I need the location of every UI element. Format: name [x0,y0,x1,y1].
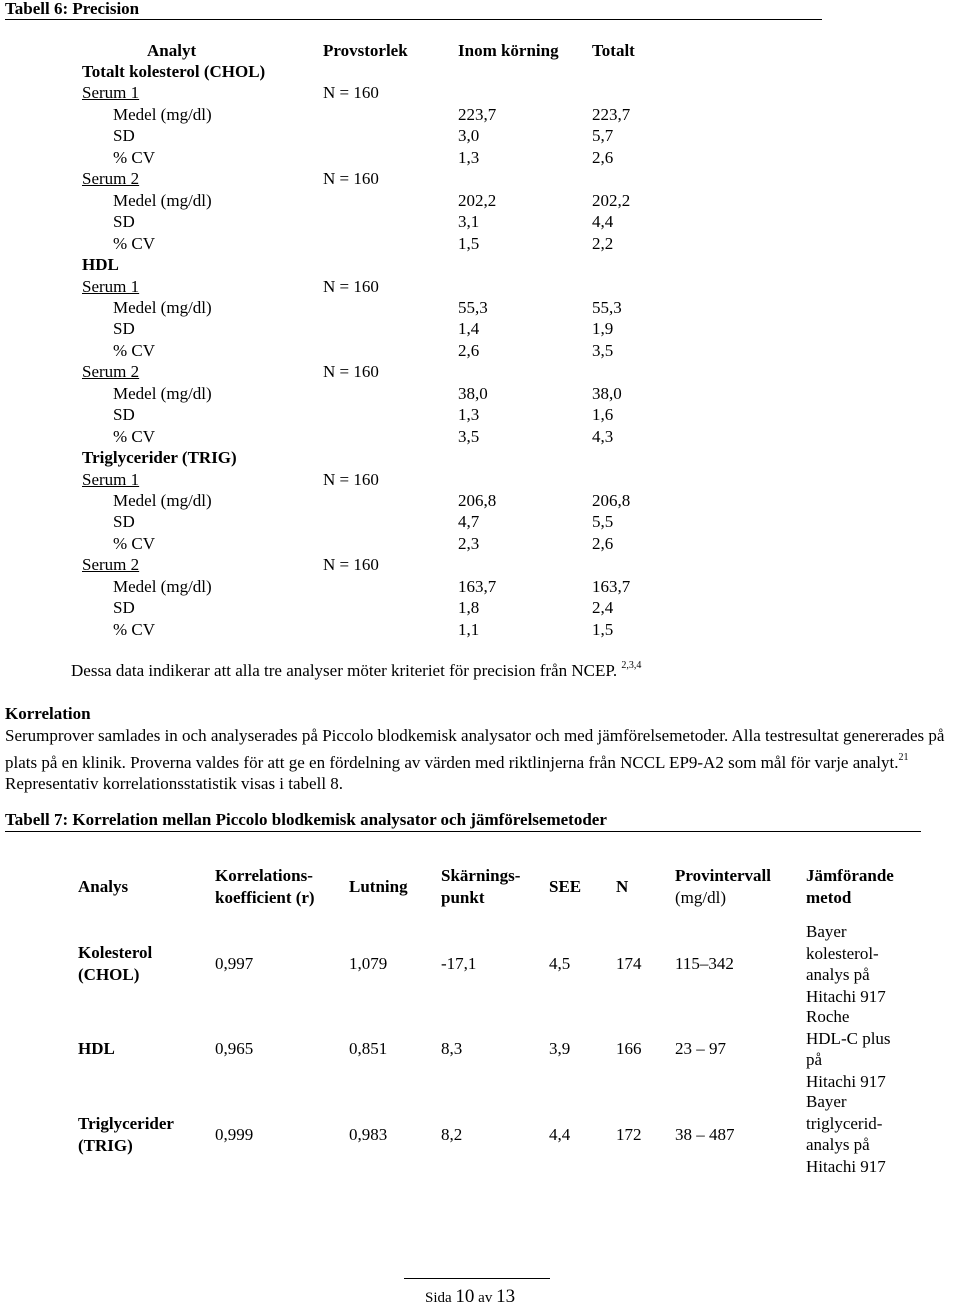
table6-value-inom: 55,3 [458,297,488,317]
analys-line: Triglycerider [78,1114,174,1133]
table7-metod-cell [806,1006,891,1092]
table6-header-provstorlek: Provstorlek [323,41,408,60]
metod-line: HDL-C plus [806,1028,891,1048]
table6-sample-label: Serum 2 [82,555,140,575]
table7-title-rule [5,831,921,832]
table6-sample-size: N = 160 [323,276,379,296]
table6-stat-label: SD [113,512,135,532]
table7-provintervall-value: 23 – 97 [675,1039,726,1058]
table6-title-rule [5,19,822,20]
table6-value-totalt: 5,5 [592,512,614,532]
table6-value-totalt: 2,6 [592,147,614,167]
footer-rule [404,1278,550,1279]
table6-stat-label: SD [113,212,135,232]
table7-analys-cell [78,1113,174,1156]
table6-stat-label: Medel (mg/dl) [113,297,212,317]
table6-sample-label: Serum 1 [82,83,140,103]
table6-value-inom: 1,3 [458,147,480,167]
table6-value-totalt: 2,6 [592,533,614,553]
table6-value-inom: 206,8 [458,491,497,510]
table6-stat-label: SD [113,319,135,339]
table7-lutning-value: 1,079 [349,954,388,973]
table6-stat-label: SD [113,598,135,618]
header-line: metod [806,887,852,907]
table7-see-value: 4,5 [549,954,571,973]
table6-value-inom: 38,0 [458,383,488,403]
page-total: 13 [496,1286,516,1307]
korrelation-text-end: Representativ korrelationsstatistik visas i tabell 8. [5,774,344,793]
table6-value-totalt: 206,8 [592,491,631,510]
table6-value-inom: 2,6 [458,340,480,360]
table6-header-totalt: Totalt [592,41,635,60]
header-line: punkt [441,887,485,907]
table6-value-inom: 3,1 [458,212,480,232]
table6-section-label: Totalt kolesterol (CHOL) [82,62,266,81]
table6-stat-label: % CV [113,340,156,360]
table6-header-inom: Inom körning [458,41,559,60]
table6-value-inom: 223,7 [458,104,497,124]
table6-value-totalt: 4,3 [592,426,614,446]
table7-lutning-value: 0,851 [349,1039,388,1058]
metod-line: Bayer [806,1092,847,1111]
table6-value-inom: 1,8 [458,598,480,618]
precision-note-reference: 2,3,4 [621,660,642,671]
table6-title: Tabell 6: Precision [5,0,140,18]
table6-sample-label: Serum 2 [82,169,140,189]
precision-note-text: Dessa data indikerar att alla tre analyser möter kriteriet för precision från NCEP. [71,661,618,680]
table6-sample-label: Serum 1 [82,469,140,489]
table6-stat-label: % CV [113,426,156,446]
table7-analys-cell [78,1038,115,1060]
table7-provintervall-value: 115–342 [675,954,734,973]
table7-header-n: N [616,877,629,896]
page-number [425,1286,515,1308]
table7-korrelation-value: 0,999 [215,1125,254,1144]
metod-line: på [806,1050,823,1069]
table6-value-totalt: 2,4 [592,598,614,618]
table7-skarningspunkt-value: -17,1 [441,954,477,973]
table6-value-totalt: 55,3 [592,297,622,317]
table7-n-value: 166 [616,1039,642,1058]
korrelation-text: Serumprover samlades in och analyserades på Piccolo blodkemisk analysator och med jämförelsemetoder. Alla testresultat genererades på plats på en klinik. Proverna valdes för att ge en fördelning av värden med riktlinjerna från NCCL EP9-A2 som mål för varje analyt. [5,726,945,772]
page-current: 10 [455,1286,475,1307]
header-line: Provintervall [675,866,771,885]
table7-header-provintervall [675,865,771,908]
table7-metod-cell [806,1091,886,1177]
table6-sample-size: N = 160 [323,362,379,382]
metod-line: kolesterol- [806,943,879,963]
table7-n-value: 174 [616,954,642,973]
table6-value-totalt: 2,2 [592,233,614,253]
table6-stat-label: % CV [113,147,156,167]
metod-line: triglycerid- [806,1113,883,1133]
header-line: (mg/dl) [675,887,726,907]
analys-line: (TRIG) [78,1135,133,1155]
table7-korrelation-value: 0,965 [215,1039,254,1058]
table6-header-analyt: Analyt [147,41,197,60]
table6-value-totalt: 1,5 [592,619,614,639]
table6-sample-label: Serum 1 [82,276,140,296]
header-line: Jämförande [806,866,894,885]
table7-n-value: 172 [616,1125,642,1144]
korrelation-heading: Korrelation [5,704,91,723]
precision-note [71,660,641,681]
table7-analys-cell [78,942,152,985]
table7-title: Tabell 7: Korrelation mellan Piccolo blodkemisk analysator och jämförelsemetoder [5,810,607,829]
header-line: Korrelations- [215,866,313,885]
table7-header-skarningspunkt [441,865,520,908]
page-label: Sida [425,1290,456,1306]
table7-header-analys: Analys [78,877,129,896]
korrelation-reference: 21 [898,751,909,763]
table7-see-value: 3,9 [549,1039,571,1058]
table6-sample-size: N = 160 [323,83,379,103]
metod-line: Roche [806,1007,850,1026]
table6-value-inom: 1,5 [458,233,480,253]
table7-lutning-value: 0,983 [349,1125,388,1144]
table6-section-label: HDL [82,255,119,275]
table6-value-totalt: 163,7 [592,576,631,596]
table6-value-inom: 1,4 [458,319,480,339]
table6-stat-label: SD [113,126,135,146]
table6-stat-label: Medel (mg/dl) [113,104,212,124]
metod-line: analys på [806,1135,870,1154]
table6-value-inom: 163,7 [458,576,497,596]
table6-value-inom: 3,0 [458,126,480,146]
table6-value-inom: 1,1 [458,619,480,639]
analys-line: HDL [78,1039,115,1058]
header-line: Skärnings- [441,866,521,885]
table6-sample-size: N = 160 [323,469,379,489]
table6-sample-label: Serum 2 [82,362,140,382]
table6-stat-label: % CV [113,533,156,553]
table7-metod-cell [806,921,886,1007]
header-line: koefficient (r) [215,887,315,907]
analys-line: Kolesterol [78,943,153,962]
table7-header-lutning: Lutning [349,877,408,896]
table7-skarningspunkt-value: 8,3 [441,1039,463,1058]
table6-value-totalt: 1,6 [592,405,614,425]
page-separator: av [474,1290,497,1306]
table6-value-inom: 4,7 [458,512,480,532]
analys-line: (CHOL) [78,964,140,984]
korrelation-paragraph [5,725,950,795]
table6-value-totalt: 223,7 [592,104,631,124]
table6-sample-size: N = 160 [323,555,379,575]
table6-stat-label: Medel (mg/dl) [113,383,212,403]
table6-stat-label: Medel (mg/dl) [113,576,212,596]
table6-stat-label: Medel (mg/dl) [113,491,212,510]
table6-stat-label: % CV [113,233,156,253]
table6-value-inom: 3,5 [458,426,480,446]
table6-stat-label: SD [113,405,135,425]
table6-value-totalt: 3,5 [592,340,614,360]
table7-provintervall-value: 38 – 487 [675,1125,735,1144]
table6-value-inom: 2,3 [458,533,480,553]
table7-skarningspunkt-value: 8,2 [441,1125,463,1144]
table6-value-totalt: 38,0 [592,383,622,403]
table6-value-inom: 202,2 [458,190,497,210]
table6-value-totalt: 5,7 [592,126,614,146]
table6-value-totalt: 202,2 [592,190,631,210]
metod-line: Hitachi 917 [806,1071,886,1091]
table6-stat-label: % CV [113,619,156,639]
metod-line: analys på [806,965,870,984]
metod-line: Bayer [806,922,847,941]
table7-header-see: SEE [549,877,582,896]
table6-value-totalt: 4,4 [592,212,614,232]
table6-stat-label: Medel (mg/dl) [113,190,212,210]
table6-value-totalt: 1,9 [592,319,614,339]
table6-value-inom: 1,3 [458,405,480,425]
table7-header-korrelation [215,865,315,908]
metod-line: Hitachi 917 [806,1156,886,1176]
table6-section-label: Triglycerider (TRIG) [82,448,237,468]
metod-line: Hitachi 917 [806,986,886,1006]
table7-header-jamforande-metod [806,865,894,908]
table6-sample-size: N = 160 [323,169,379,189]
table7-see-value: 4,4 [549,1125,571,1144]
table7-korrelation-value: 0,997 [215,954,254,973]
